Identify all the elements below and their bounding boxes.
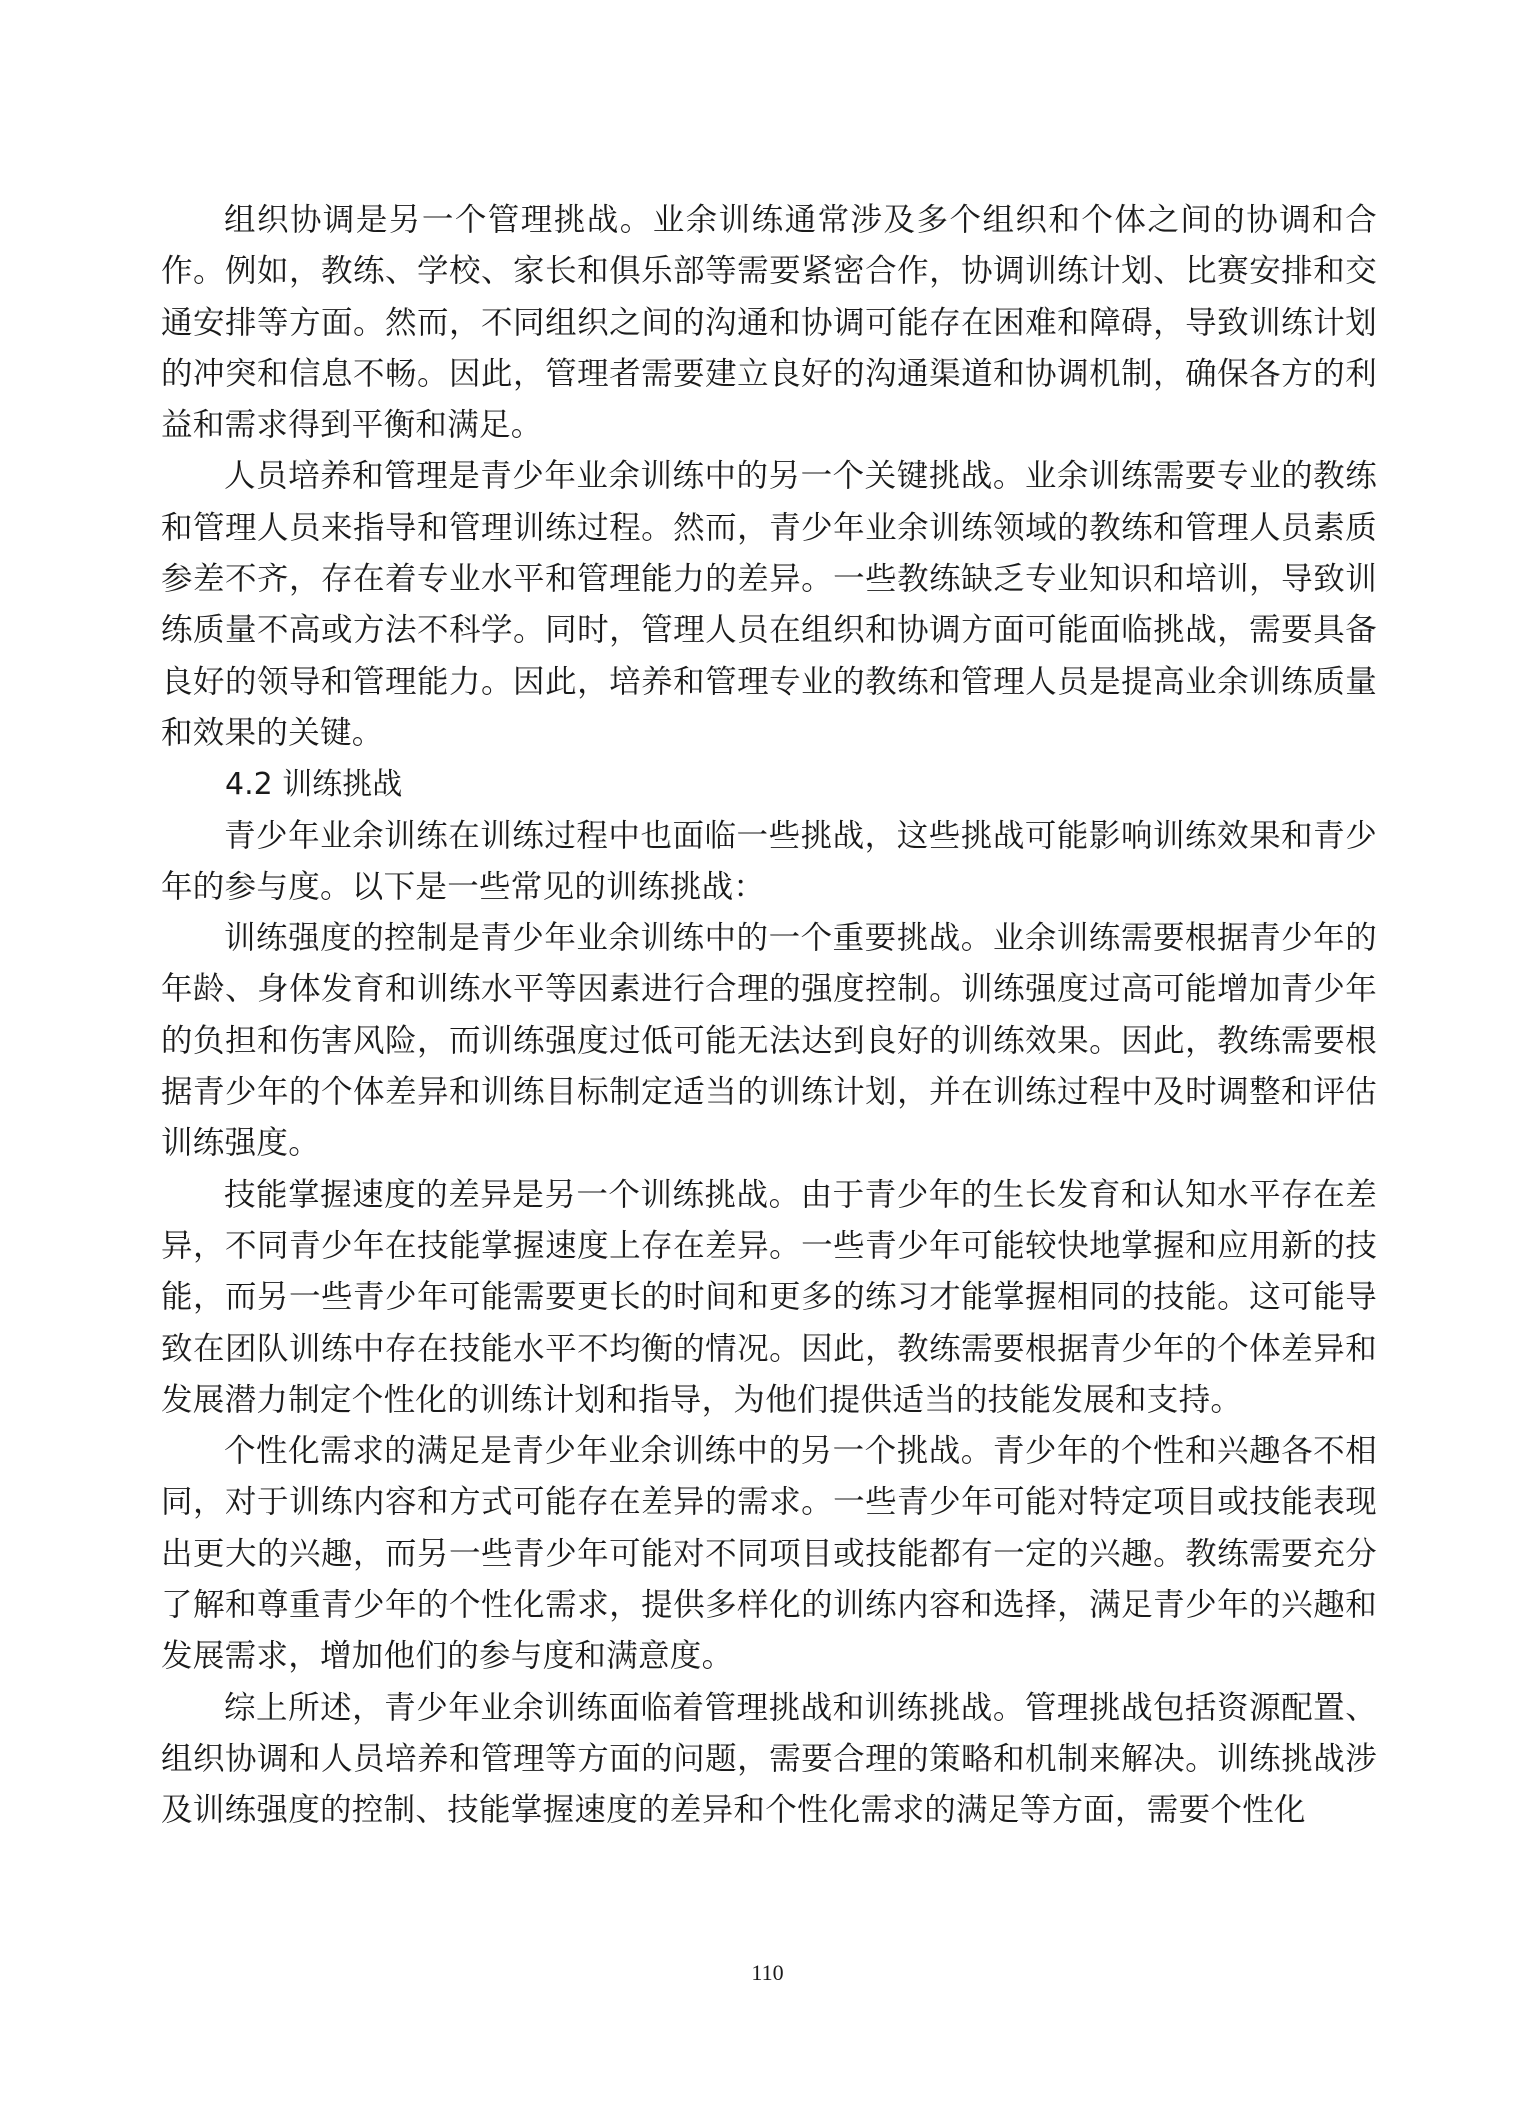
paragraph-summary: 综上所述，青少年业余训练面临着管理挑战和训练挑战。管理挑战包括资源配置、组织协调和人员培养和管理等方面的问题，需要合理的策略和机制来解决。训练挑战涉及训练强度的控制、技能掌握速度的差异和个性化需求的满足等方面，需要个性化 [161, 1689, 1377, 1829]
page-body [161, 195, 1377, 1837]
paragraph-individual-needs: 个性化需求的满足是青少年业余训练中的另一个挑战。青少年的个性和兴趣各不相同，对于训练内容和方式可能存在差异的需求。一些青少年可能对特定项目或技能表现出更大的兴趣，而另一些青少年可能对不同项目或技能都有一定的兴趣。教练需要充分了解和尊重青少年的个性化需求，提供多样化的训练内容和选择，满足青少年的兴趣和发展需求，增加他们的参与度和满意度。 [161, 1433, 1377, 1675]
section-heading: 4.2 训练挑战 [225, 767, 403, 803]
page-number: 110 [751, 1960, 784, 1985]
paragraph-organization-coordination: 组织协调是另一个管理挑战。业余训练通常涉及多个组织和个体之间的协调和合作。例如，教练、学校、家长和俱乐部等需要紧密合作，协调训练计划、比赛安排和交通安排等方面。然而，不同组织之间的沟通和协调可能存在困难和障碍，导致训练计划的冲突和信息不畅。因此，管理者需要建立良好的沟通渠道和协调机制，确保各方的利益和需求得到平衡和满足。 [161, 202, 1377, 444]
paragraph-personnel-management: 人员培养和管理是青少年业余训练中的另一个关键挑战。业余训练需要专业的教练和管理人员来指导和管理训练过程。然而，青少年业余训练领域的教练和管理人员素质参差不齐，存在着专业水平和管理能力的差异。一些教练缺乏专业知识和培训，导致训练质量不高或方法不科学。同时，管理人员在组织和协调方面可能面临挑战，需要具备良好的领导和管理能力。因此，培养和管理专业的教练和管理人员是提高业余训练质量和效果的关键。 [161, 458, 1377, 751]
paragraph-training-intensity: 训练强度的控制是青少年业余训练中的一个重要挑战。业余训练需要根据青少年的年龄、身体发育和训练水平等因素进行合理的强度控制。训练强度过高可能增加青少年的负担和伤害风险，而训练强度过低可能无法达到良好的训练效果。因此，教练需要根据青少年的个体差异和训练目标制定适当的训练计划，并在训练过程中及时调整和评估训练强度。 [161, 920, 1377, 1162]
paragraph-training-challenges-intro: 青少年业余训练在训练过程中也面临一些挑战，这些挑战可能影响训练效果和青少年的参与度。以下是一些常见的训练挑战： [161, 817, 1377, 905]
paragraph-skill-acquisition: 技能掌握速度的差异是另一个训练挑战。由于青少年的生长发育和认知水平存在差异，不同青少年在技能掌握速度上存在差异。一些青少年可能较快地掌握和应用新的技能，而另一些青少年可能需要更长的时间和更多的练习才能掌握相同的技能。这可能导致在团队训练中存在技能水平不均衡的情况。因此，教练需要根据青少年的个体差异和发展潜力制定个性化的训练计划和指导，为他们提供适当的技能发展和支持。 [161, 1176, 1377, 1418]
